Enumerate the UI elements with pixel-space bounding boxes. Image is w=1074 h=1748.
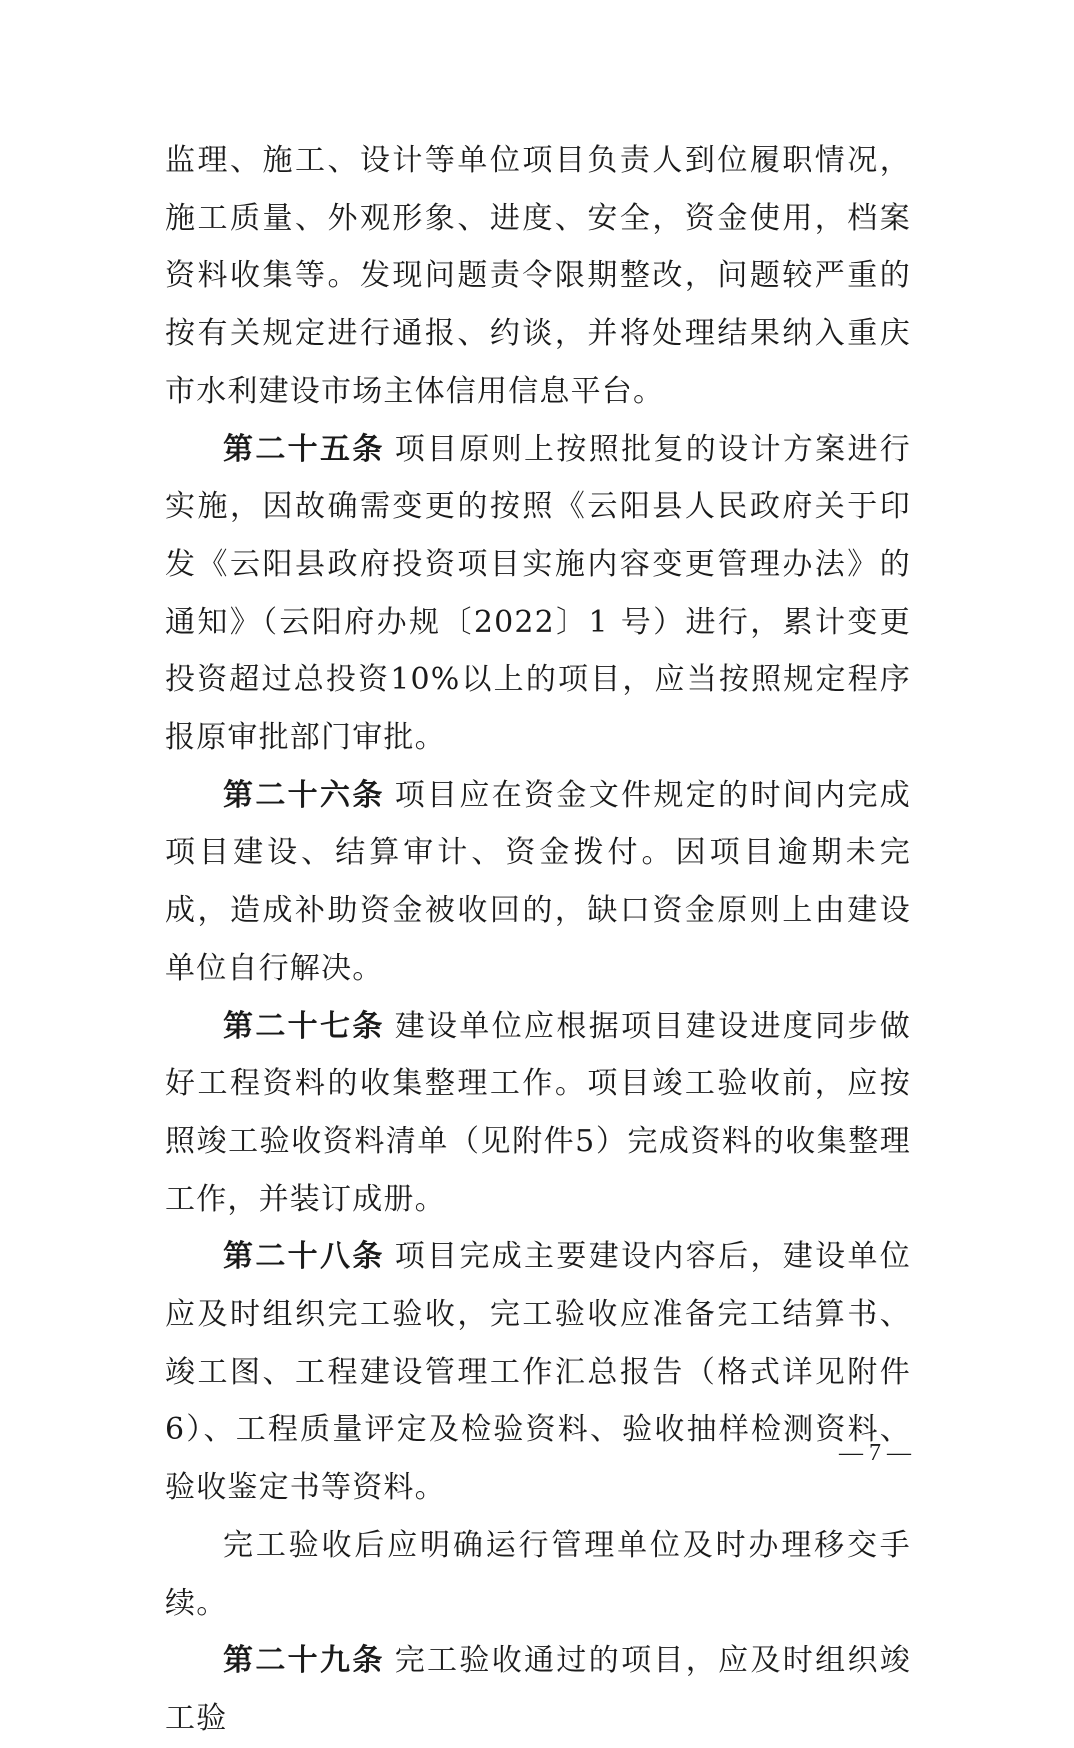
paragraph-text: 建设单位应根据项目建设进度同步做好工程资料的收集整理工作。项目竣工验收前，应按照竣工验收资料清单（见附件5）完成资料的收集整理工作，并装订成册。 <box>165 1008 912 1217</box>
paragraph-text: 完工验收后应明确运行管理单位及时办理移交手续。 <box>165 1527 911 1621</box>
article-heading: 第二十九条 <box>223 1643 385 1679</box>
article-28-paragraph <box>165 1228 911 1517</box>
document-body <box>165 132 911 1748</box>
article-25-paragraph <box>165 421 911 767</box>
handover-paragraph <box>165 1517 911 1632</box>
article-heading: 第二十五条 <box>223 431 385 467</box>
article-26-paragraph <box>165 767 911 998</box>
article-27-paragraph <box>165 998 911 1229</box>
article-29-paragraph <box>165 1632 911 1747</box>
paragraph-text: 项目应在资金文件规定的时间内完成项目建设、结算审计、资金拨付。因项目逾期未完成，造成补助资金被收回的，缺口资金原则上由建设单位自行解决。 <box>165 777 912 986</box>
paragraph-text: 监理、施工、设计等单位项目负责人到位履职情况，施工质量、外观形象、进度、安全，资金使用，档案资料收集等。发现问题责令限期整改，问题较严重的按有关规定进行通报、约谈，并将处理结果纳入重庆市水利建设市场主体信用信息平台。 <box>165 143 911 409</box>
article-heading: 第二十七条 <box>223 1008 385 1044</box>
paragraph-text: 项目完成主要建设内容后，建设单位应及时组织完工验收，完工验收应准备完工结算书、竣工图、工程建设管理工作汇总报告（格式详见附件6）、工程质量评定及检验资料、验收抽样检测资料、验收鉴定书等资料。 <box>165 1239 912 1506</box>
paragraph-text: 完工验收通过的项目，应及时组织竣工验 <box>165 1643 912 1736</box>
article-heading: 第二十六条 <box>223 777 385 813</box>
continued-paragraph <box>165 132 911 421</box>
paragraph-text: 项目原则上按照批复的设计方案进行实施，因故确需变更的按照《云阳县人民政府关于印发《云阳县政府投资项目实施内容变更管理办法》的通知》（云阳府办规〔2022〕1 号）进行，累计变更投资超过总投资10%以上的项目，应当按照规定程序报原审批部门审批。 <box>165 431 912 756</box>
page-number: — 7 — <box>839 1440 911 1466</box>
article-heading: 第二十八条 <box>223 1239 385 1275</box>
